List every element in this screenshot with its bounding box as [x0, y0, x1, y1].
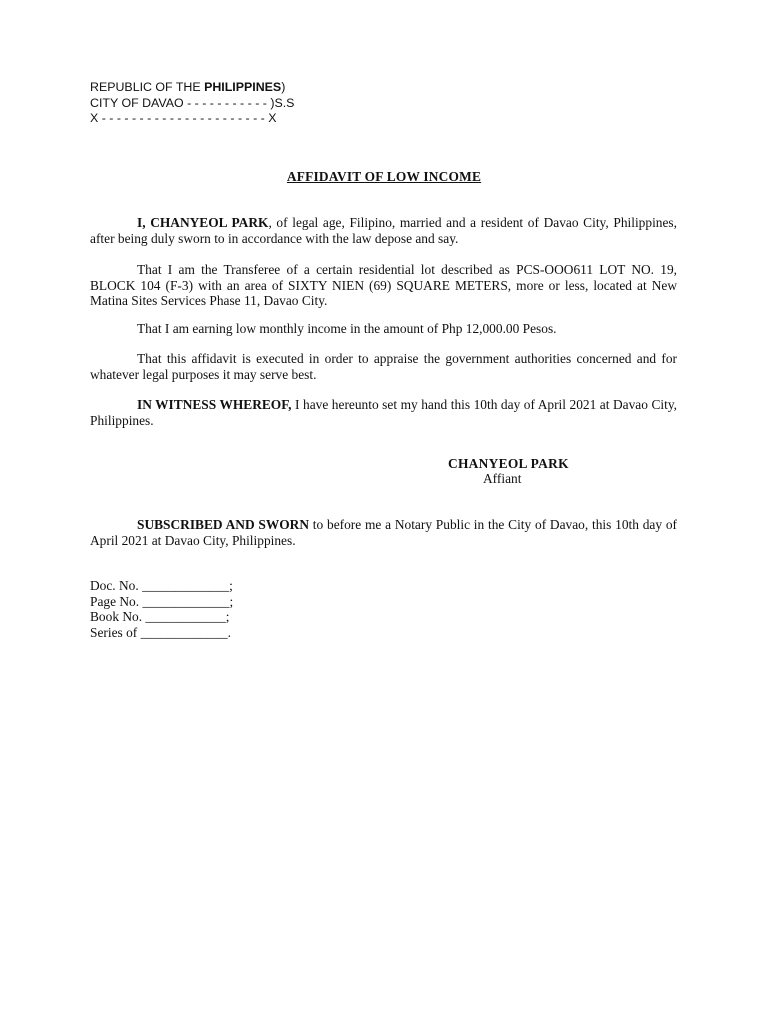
paragraph-transferee — [90, 262, 677, 309]
document-title: AFFIDAVIT OF LOW INCOME — [286, 169, 482, 184]
witness-text: I have hereunto set my hand this 10th day of April 2021 at Davao City, Philippines. — [90, 397, 677, 428]
paragraph-income — [90, 321, 677, 337]
signature-role: Affiant — [483, 471, 522, 486]
series-line: Series of _____________. — [90, 624, 231, 640]
paragraph-purpose — [90, 351, 677, 382]
doc-no-line: Doc. No. _____________; — [90, 578, 233, 593]
paragraph-introduction — [90, 215, 677, 246]
caption-philippines: PHILIPPINES — [204, 80, 282, 94]
income-text: That I am earning low monthly income in the amount of Php 12,000.00 Pesos. — [137, 321, 557, 336]
paragraph-witness — [90, 397, 677, 428]
caption-republic-suffix: ) — [281, 80, 286, 94]
notary-register — [90, 578, 677, 640]
page-no-line: Page No. _____________; — [90, 593, 234, 609]
affiant-name-intro: I, CHANYEOL PARK — [137, 215, 269, 230]
subscribed-sworn-label: SUBSCRIBED AND SWORN — [137, 517, 310, 532]
caption-republic-line — [90, 80, 677, 96]
book-no-line: Book No. ____________; — [90, 609, 230, 625]
paragraph-jurat — [90, 517, 677, 548]
caption-republic-prefix: REPUBLIC OF THE — [90, 80, 205, 94]
caption-city-line: CITY OF DAVAO - - - - - - - - - - - )S.S — [90, 95, 295, 110]
purpose-text: That this affidavit is executed in order to appraise the government authorities concerned and for whatever legal purposes it may serve best. — [90, 351, 677, 382]
intro-text: , of legal age, Filipino, married and a resident of Davao City, Philippines, after being duly sworn to in accordance with the law depose and say. — [90, 215, 677, 246]
signature-name: CHANYEOL PARK — [448, 456, 569, 471]
transferee-text: That I am the Transferee of a certain residential lot described as PCS-OOO611 LOT NO. 19, BLOCK 104 (F-3) with an area of SIXTY NIEN (69) SQUARE METERS, more or less, located at New Matina Sites Services Phase 11, Davao City. — [90, 262, 677, 309]
jurat-text: to before me a Notary Public in the City of Davao, this 10th day of April 2021 at Davao City, Philippines. — [90, 517, 677, 548]
caption-separator-line: X - - - - - - - - - - - - - - - - - - - - - - X — [90, 111, 277, 126]
witness-whereof-label: IN WITNESS WHEREOF, — [137, 397, 292, 412]
venue-caption — [90, 80, 677, 127]
